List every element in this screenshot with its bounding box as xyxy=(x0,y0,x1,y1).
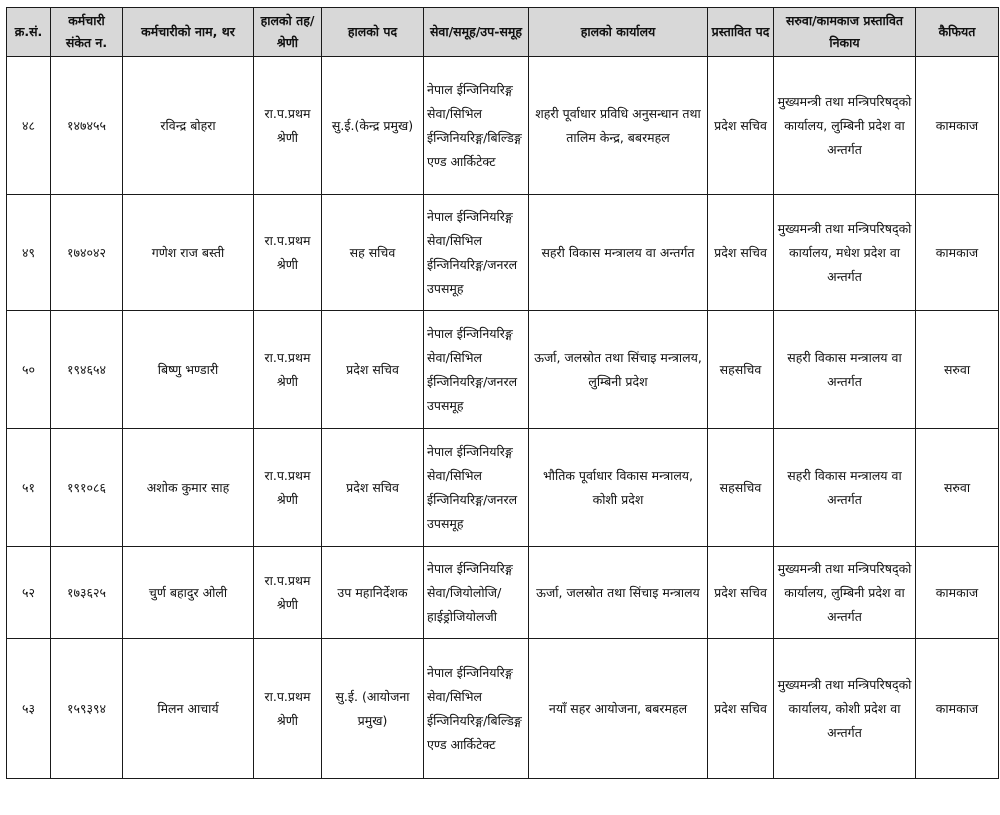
cell-remarks: कामकाज xyxy=(916,195,999,311)
cell-remarks: कामकाज xyxy=(916,639,999,779)
cell-remarks: कामकाज xyxy=(916,547,999,639)
header-code: कर्मचारी संकेत न. xyxy=(51,8,123,57)
cell-proposed-body: मुख्यमन्त्री तथा मन्त्रिपरिषद्को कार्यालय, लुम्बिनी प्रदेश वा अन्तर्गत xyxy=(774,547,916,639)
cell-service: नेपाल ईन्जिनियरिङ्ग सेवा/सिभिल ईन्जिनियरिङ्ग/जनरल उपसमूह xyxy=(424,311,529,429)
table-row xyxy=(7,547,999,639)
cell-proposed-post: प्रदेश सचिव xyxy=(708,57,774,195)
cell-level: रा.प.प्रथम श्रेणी xyxy=(254,311,322,429)
cell-sn: ४८ xyxy=(7,57,51,195)
cell-proposed-post: सहसचिव xyxy=(708,429,774,547)
cell-name: मिलन आचार्य xyxy=(123,639,254,779)
cell-code: १९१०८६ xyxy=(51,429,123,547)
cell-office: ऊर्जा, जलस्रोत तथा सिंचाइ मन्त्रालय, लुम्बिनी प्रदेश xyxy=(529,311,708,429)
header-sn: क्र.सं. xyxy=(7,8,51,57)
cell-code: १९४६५४ xyxy=(51,311,123,429)
cell-name: गणेश राज बस्ती xyxy=(123,195,254,311)
cell-post: प्रदेश सचिव xyxy=(322,429,424,547)
cell-name: अशोक कुमार साह xyxy=(123,429,254,547)
cell-post: सु.ई.(केन्द्र प्रमुख) xyxy=(322,57,424,195)
cell-post: सह सचिव xyxy=(322,195,424,311)
cell-code: १७४०४२ xyxy=(51,195,123,311)
cell-proposed-post: प्रदेश सचिव xyxy=(708,639,774,779)
cell-level: रा.प.प्रथम श्रेणी xyxy=(254,57,322,195)
header-name: कर्मचारीको नाम, थर xyxy=(123,8,254,57)
cell-level: रा.प.प्रथम श्रेणी xyxy=(254,429,322,547)
cell-proposed-post: प्रदेश सचिव xyxy=(708,195,774,311)
cell-proposed-body: सहरी विकास मन्त्रालय वा अन्तर्गत xyxy=(774,429,916,547)
cell-office: भौतिक पूर्वाधार विकास मन्त्रालय, कोशी प्रदेश xyxy=(529,429,708,547)
staff-transfer-table xyxy=(6,7,999,779)
cell-proposed-body: मुख्यमन्त्री तथा मन्त्रिपरिषद्को कार्यालय, कोशी प्रदेश वा अन्तर्गत xyxy=(774,639,916,779)
cell-level: रा.प.प्रथम श्रेणी xyxy=(254,195,322,311)
header-service: सेवा/समूह/उप-समूह xyxy=(424,8,529,57)
cell-service: नेपाल ईन्जिनियरिङ्ग सेवा/सिभिल ईन्जिनियरिङ्ग/बिल्डिङ्ग एण्ड आर्किटेक्ट xyxy=(424,57,529,195)
header-proposed-body: सरुवा/कामकाज प्रस्तावित निकाय xyxy=(774,8,916,57)
cell-sn: ५३ xyxy=(7,639,51,779)
header-proposed-post: प्रस्तावित पद xyxy=(708,8,774,57)
cell-post: प्रदेश सचिव xyxy=(322,311,424,429)
table-row xyxy=(7,57,999,195)
cell-sn: ५१ xyxy=(7,429,51,547)
cell-name: रविन्द्र बोहरा xyxy=(123,57,254,195)
table-row xyxy=(7,195,999,311)
cell-proposed-body: मुख्यमन्त्री तथा मन्त्रिपरिषद्को कार्यालय, मधेश प्रदेश वा अन्तर्गत xyxy=(774,195,916,311)
cell-service: नेपाल ईन्जिनियरिङ्ग सेवा/सिभिल ईन्जिनियरिङ्ग/जनरल उपसमूह xyxy=(424,429,529,547)
cell-proposed-body: सहरी विकास मन्त्रालय वा अन्तर्गत xyxy=(774,311,916,429)
cell-code: १५९३९४ xyxy=(51,639,123,779)
cell-office: नयाँ सहर आयोजना, बबरमहल xyxy=(529,639,708,779)
cell-office: ऊर्जा, जलस्रोत तथा सिंचाइ मन्त्रालय xyxy=(529,547,708,639)
cell-service: नेपाल ईन्जिनियरिङ्ग सेवा/सिभिल ईन्जिनियरिङ्ग/जनरल उपसमूह xyxy=(424,195,529,311)
cell-level: रा.प.प्रथम श्रेणी xyxy=(254,547,322,639)
header-level: हालको तह/श्रेणी xyxy=(254,8,322,57)
table-row xyxy=(7,429,999,547)
cell-sn: ५२ xyxy=(7,547,51,639)
header-row xyxy=(7,8,999,57)
cell-sn: ४९ xyxy=(7,195,51,311)
header-remarks: कैफियत xyxy=(916,8,999,57)
table-row xyxy=(7,639,999,779)
header-office: हालको कार्यालय xyxy=(529,8,708,57)
header-post: हालको पद xyxy=(322,8,424,57)
cell-post: सु.ई. (आयोजना प्रमुख) xyxy=(322,639,424,779)
cell-office: शहरी पूर्वाधार प्रविधि अनुसन्धान तथा तालिम केन्द्र, बबरमहल xyxy=(529,57,708,195)
cell-code: १४७४५५ xyxy=(51,57,123,195)
cell-sn: ५० xyxy=(7,311,51,429)
cell-proposed-post: सहसचिव xyxy=(708,311,774,429)
cell-name: चुर्ण बहादुर ओली xyxy=(123,547,254,639)
cell-remarks: कामकाज xyxy=(916,57,999,195)
cell-name: बिष्णु भण्डारी xyxy=(123,311,254,429)
cell-post: उप महानिर्देशक xyxy=(322,547,424,639)
cell-code: १७३६२५ xyxy=(51,547,123,639)
cell-remarks: सरुवा xyxy=(916,429,999,547)
cell-service: नेपाल ईन्जिनियरिङ्ग सेवा/सिभिल ईन्जिनियरिङ्ग/बिल्डिङ्ग एण्ड आर्किटेक्ट xyxy=(424,639,529,779)
cell-proposed-post: प्रदेश सचिव xyxy=(708,547,774,639)
table-row xyxy=(7,311,999,429)
cell-level: रा.प.प्रथम श्रेणी xyxy=(254,639,322,779)
cell-office: सहरी विकास मन्त्रालय वा अन्तर्गत xyxy=(529,195,708,311)
cell-proposed-body: मुख्यमन्त्री तथा मन्त्रिपरिषद्को कार्यालय, लुम्बिनी प्रदेश वा अन्तर्गत xyxy=(774,57,916,195)
cell-service: नेपाल ईन्जिनियरिङ्ग सेवा/जियोलोजि/हाईड्रोजियोलजी xyxy=(424,547,529,639)
cell-remarks: सरुवा xyxy=(916,311,999,429)
